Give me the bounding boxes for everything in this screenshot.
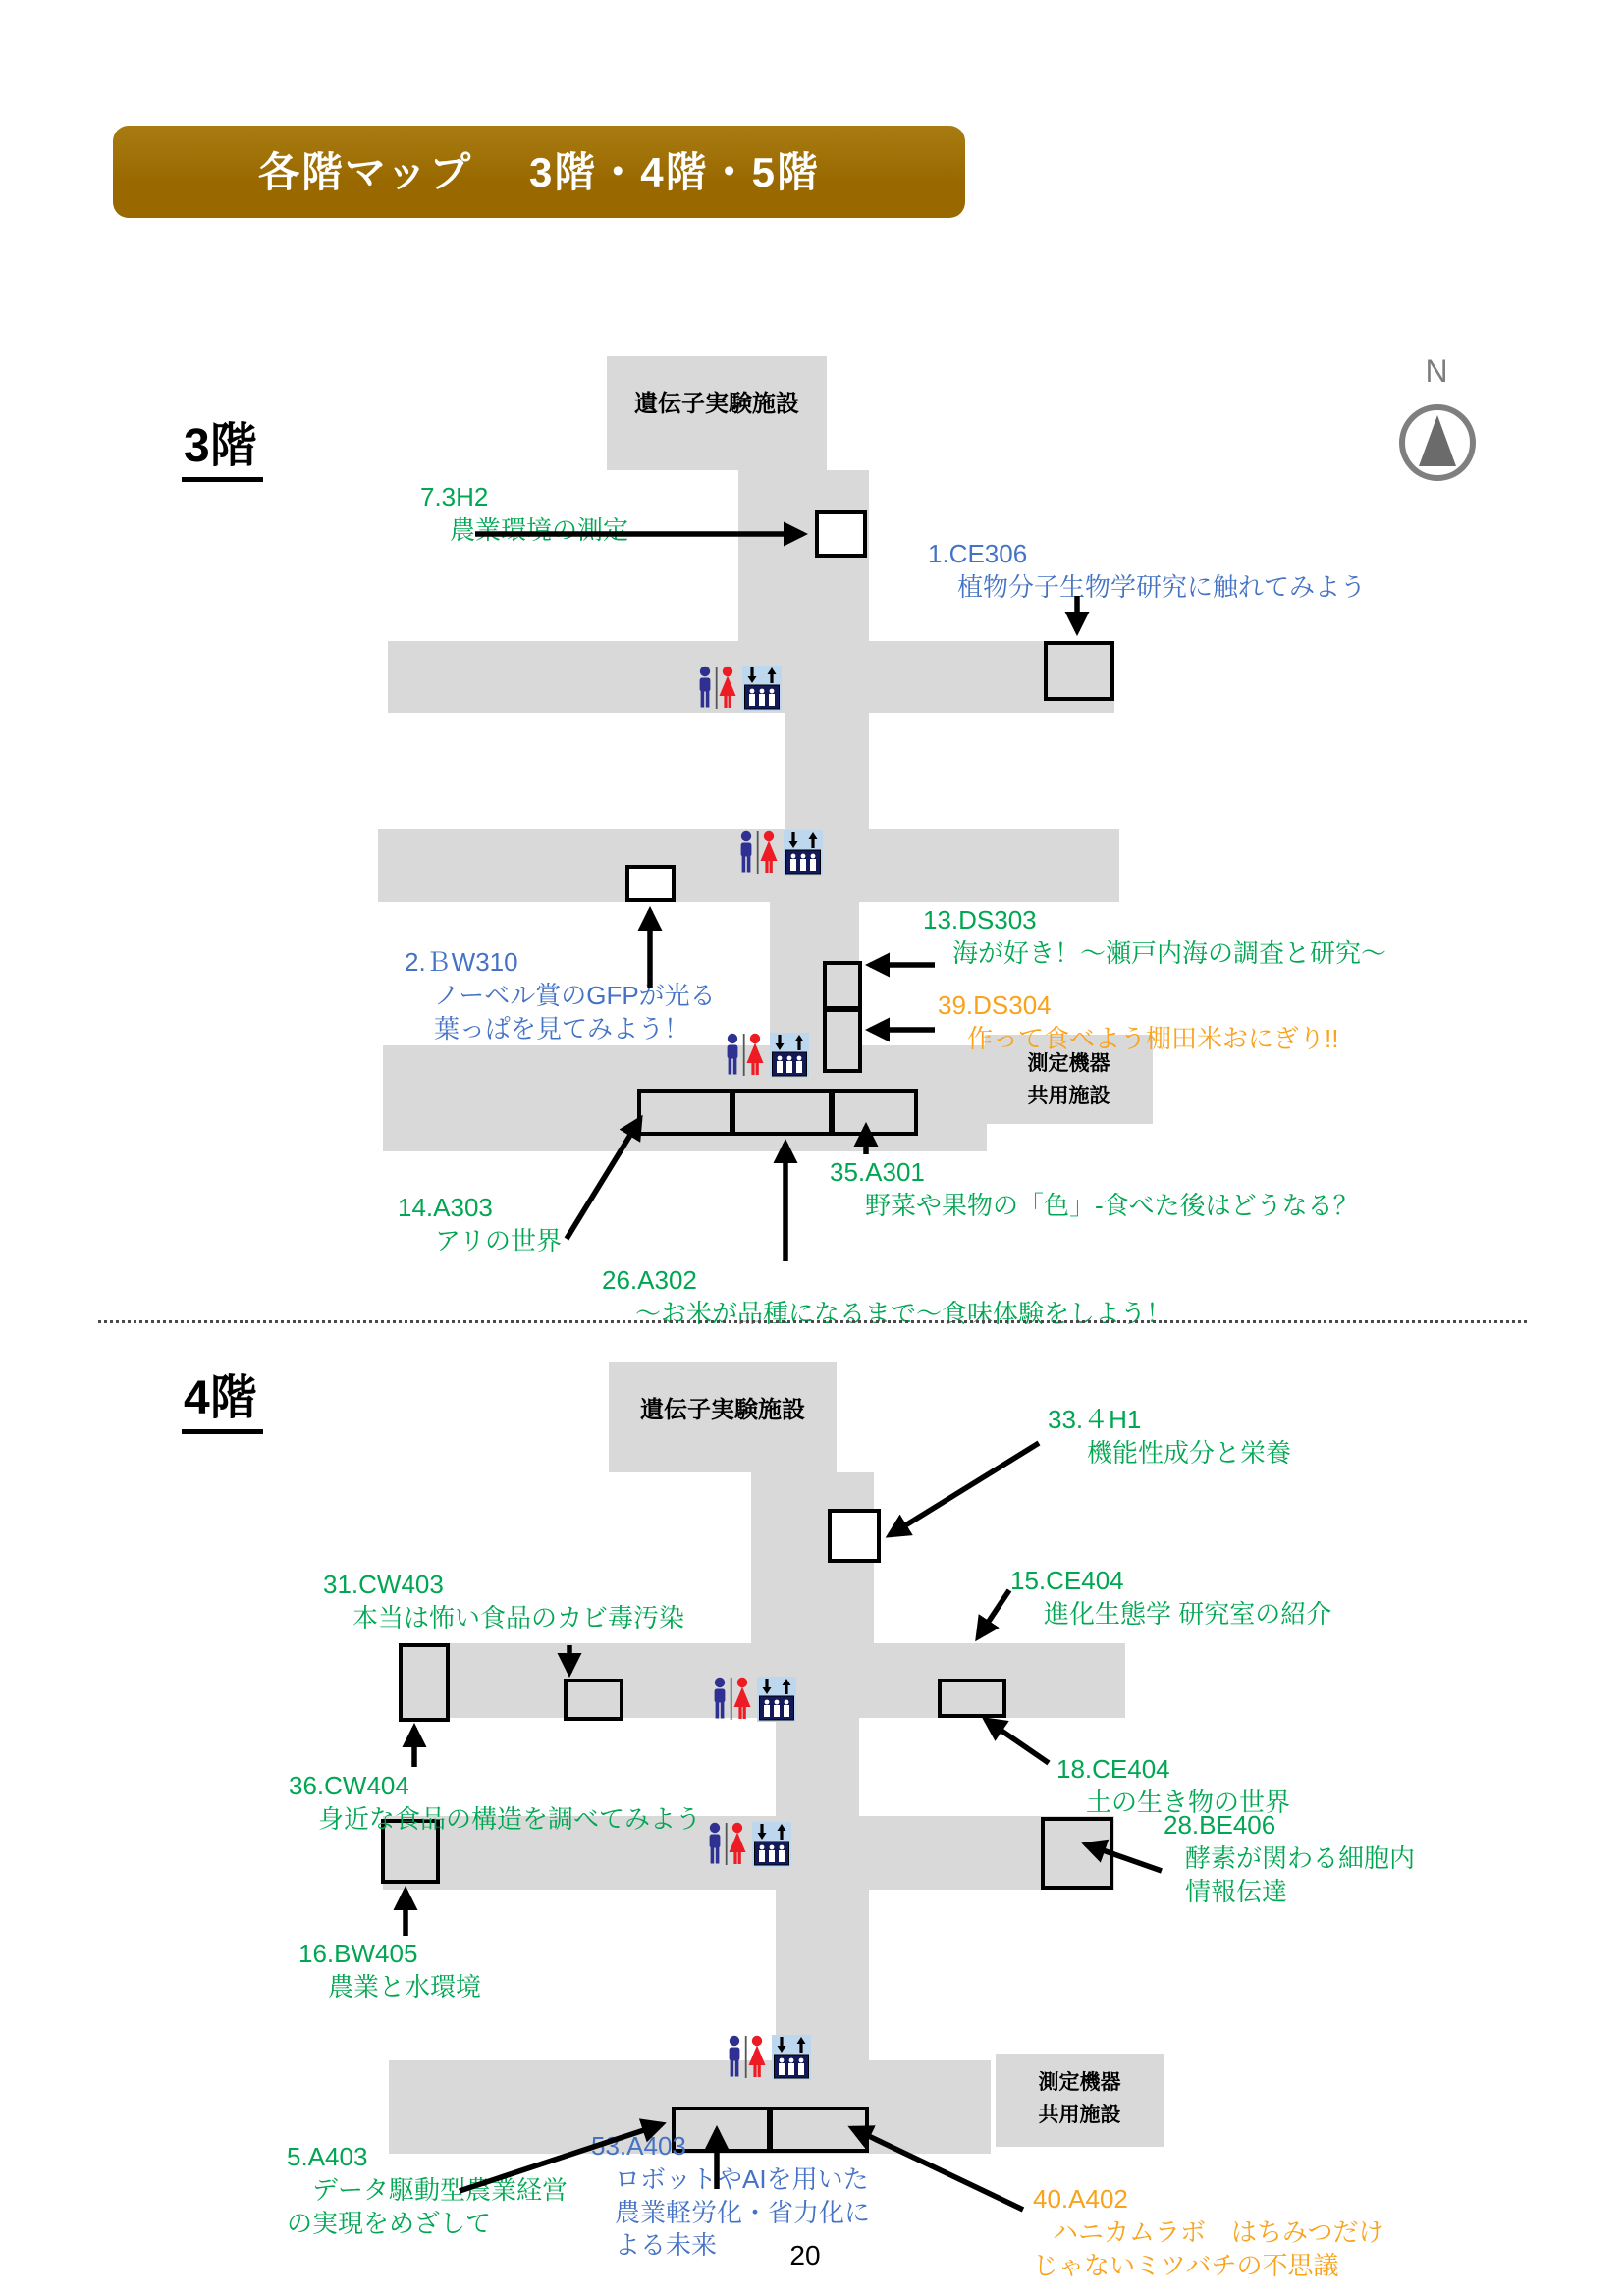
exhibit-label-14-a303: [398, 1192, 562, 1258]
arrow-to-ce404-18: [986, 1720, 1049, 1763]
exhibit-code: 5.A403: [287, 2142, 368, 2171]
exhibit-desc: ハニカムラボ はちみつだけ: [1053, 2216, 1384, 2247]
elevator-icon: [752, 1822, 791, 1867]
room-4f-cw403: [564, 1679, 623, 1721]
compass-needle-icon: [1419, 415, 1456, 466]
floor3-heading: 3階: [182, 407, 263, 482]
exhibit-desc: ～お米が品種になるまで～食味体験をしよう！: [635, 1298, 1172, 1328]
compass-icon: [1399, 404, 1476, 481]
room-4f-be406: [1041, 1817, 1113, 1890]
room-3f-ds304: [823, 1008, 862, 1073]
floor3-gene-facility-box: 遺伝子実験施設: [607, 356, 827, 470]
female-restroom-icon: [761, 831, 778, 873]
female-restroom-icon: [749, 2036, 766, 2077]
measure-facility-line: 共用施設: [1027, 1084, 1110, 1107]
exhibit-label-13-ds303: [923, 904, 1386, 971]
compass-north-label: N: [1425, 353, 1448, 389]
exhibit-label-28-be406: [1164, 1809, 1415, 1908]
exhibit-desc: アリの世界: [435, 1225, 562, 1255]
male-restroom-icon: [715, 1678, 726, 1719]
exhibit-code: 16.BW405: [298, 1939, 418, 1968]
page-title-banner: 各階マップ 3階・4階・5階: [113, 126, 965, 218]
room-3f-a301: [831, 1089, 918, 1136]
room-3f-a303: [637, 1089, 733, 1136]
floor4-heading: 4階: [182, 1360, 263, 1434]
female-restroom-icon: [720, 667, 736, 708]
exhibit-code: 18.CE404: [1056, 1754, 1170, 1784]
restroom-elevator-icon: [723, 1033, 809, 1078]
female-restroom-icon: [734, 1678, 751, 1719]
exhibit-code: 7.3H2: [420, 482, 489, 511]
arrow-to-4h1: [890, 1443, 1039, 1535]
measure-facility-line: 共用施設: [1038, 2103, 1121, 2126]
exhibit-label-2-bw310: [405, 946, 716, 1045]
exhibit-desc: ノーベル賞のGFPが光る: [434, 980, 716, 1010]
exhibit-label-5-a403: [287, 2141, 568, 2240]
exhibit-label-16-bw405: [298, 1938, 481, 2004]
exhibit-code: 31.CW403: [323, 1570, 444, 1599]
exhibit-code: 36.CW404: [289, 1771, 409, 1800]
exhibit-label-35-a301: [830, 1156, 1359, 1223]
elevator-icon: [772, 2035, 811, 2080]
exhibit-label-33-4h1: [1048, 1404, 1291, 1470]
male-restroom-icon: [741, 831, 752, 873]
exhibit-code: 28.BE406: [1164, 1810, 1276, 1840]
exhibit-desc: データ駆動型農業経営: [312, 2174, 568, 2205]
corridor-segment: [776, 1718, 859, 1816]
restroom-elevator-icon: [725, 2035, 811, 2080]
exhibit-code: 15.CE404: [1010, 1566, 1124, 1595]
exhibit-label-40-a402: [1033, 2183, 1383, 2282]
room-3f-7-3h2: [815, 510, 867, 558]
elevator-icon: [784, 830, 823, 876]
exhibit-label-39-ds304: [938, 989, 1338, 1056]
male-restroom-icon: [710, 1823, 721, 1864]
exhibit-code: 13.DS303: [923, 905, 1037, 934]
measure-facility-line: 測定機器: [1027, 1052, 1110, 1075]
exhibit-label-15-ce404: [1010, 1565, 1331, 1631]
restroom-elevator-icon: [710, 1677, 796, 1722]
exhibit-desc: 葉っぱを見てみよう！: [434, 1013, 690, 1043]
exhibit-label-31-cw403: [323, 1569, 684, 1635]
room-3f-ce306: [1044, 641, 1114, 701]
corridor-segment: [785, 713, 869, 831]
exhibit-desc: 酵素が関わる細胞内: [1185, 1842, 1416, 1873]
exhibit-desc: よる未来: [615, 2230, 718, 2261]
floor4-measure-facility-box: [996, 2054, 1164, 2147]
female-restroom-icon: [747, 1034, 764, 1075]
arrow-to-ce404-15: [978, 1590, 1009, 1637]
male-restroom-icon: [730, 2036, 740, 2077]
page-number: 20: [789, 2240, 821, 2270]
exhibit-desc: 農業環境の測定: [450, 514, 629, 545]
room-3f-a302: [731, 1089, 833, 1136]
exhibit-code: 14.A303: [398, 1193, 493, 1222]
room-4f-4h1: [828, 1509, 881, 1563]
exhibit-desc: 進化生態学 研究室の紹介: [1044, 1598, 1332, 1629]
exhibit-desc: 機能性成分と栄養: [1087, 1437, 1292, 1468]
room-4f-cw404: [399, 1643, 450, 1722]
exhibit-desc: 農業と水環境: [328, 1971, 482, 2002]
exhibit-desc: 海が好き！～瀬戸内海の調査と研究～: [952, 937, 1387, 968]
exhibit-desc: 植物分子生物学研究に触れてみよう: [957, 571, 1367, 602]
exhibit-code: 26.A302: [602, 1265, 697, 1295]
exhibit-code: 35.A301: [830, 1157, 925, 1187]
exhibit-code: 53.A403: [591, 2131, 686, 2161]
male-restroom-icon: [728, 1034, 738, 1075]
female-restroom-icon: [730, 1823, 746, 1864]
exhibit-desc: 野菜や果物の「色」-食べた後はどうなる？: [865, 1190, 1359, 1220]
exhibit-code: 1.CE306: [928, 539, 1028, 568]
exhibit-desc: の実現をめざして: [287, 2208, 492, 2238]
exhibit-code: 40.A402: [1033, 2184, 1128, 2214]
exhibit-label-36-cw404: [289, 1770, 701, 1837]
room-3f-bw310: [625, 865, 676, 902]
exhibit-desc: 本当は怖い食品のカビ毒汚染: [352, 1602, 685, 1632]
exhibit-desc: ロボットやAIを用いた: [615, 2163, 869, 2194]
exhibit-desc: 農業軽労化・省力化に: [615, 2197, 871, 2227]
restroom-elevator-icon: [695, 666, 782, 711]
exhibit-desc: じゃないミツバチの不思議: [1033, 2250, 1339, 2280]
exhibit-desc: 情報伝達: [1185, 1876, 1288, 1906]
restroom-elevator-icon: [736, 830, 823, 876]
exhibit-desc: 土の生き物の世界: [1086, 1787, 1291, 1817]
room-4f-ce404: [938, 1679, 1006, 1718]
elevator-icon: [770, 1033, 809, 1078]
room-3f-ds303: [823, 961, 862, 1010]
elevator-icon: [742, 666, 782, 711]
restroom-elevator-icon: [705, 1822, 791, 1867]
floor-separator-line: [98, 1320, 1527, 1323]
exhibit-desc: 身近な食品の構造を調べてみよう: [318, 1803, 702, 1834]
measure-facility-line: 測定機器: [1038, 2071, 1121, 2094]
floor4-gene-facility-box: 遺伝子実験施設: [609, 1362, 837, 1472]
exhibit-code: 39.DS304: [938, 990, 1052, 1020]
exhibit-desc: 作って食べよう棚田米おにぎり!!: [967, 1023, 1339, 1053]
male-restroom-icon: [700, 667, 711, 708]
exhibit-label-1-ce306: [928, 538, 1366, 605]
exhibit-code: 33.４H1: [1048, 1405, 1142, 1434]
exhibit-code: 2.ＢW310: [405, 947, 518, 977]
exhibit-label-7-3h2: [420, 481, 628, 548]
elevator-icon: [757, 1677, 796, 1722]
